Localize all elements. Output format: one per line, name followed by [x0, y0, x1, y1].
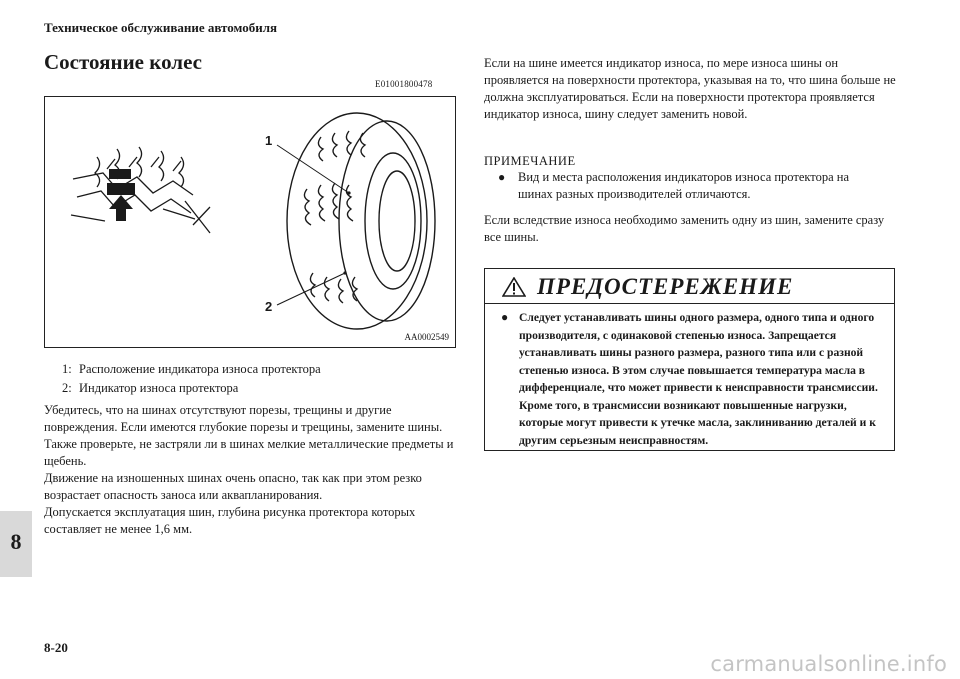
running-header: Техническое обслуживание автомобиля — [44, 20, 278, 35]
note-text: Вид и места расположения индикаторов износа протектора на шинах разных производителей отличаются. — [518, 170, 850, 201]
section-code: E01001800478 — [375, 79, 433, 89]
paragraph: Убедитесь, что на шинах отсутствуют порезы, трещины и другие повреждения. Если имеются глубокие порезы и трещины, замените шины. Также проверьте, не застряли ли в шинах мелкие металлические предметы и щебень. — [44, 403, 454, 468]
page-number: 8-20 — [44, 640, 68, 655]
right-paragraph-2: Если вследствие износа необходимо заменить одну из шин, замените сразу все шины. — [484, 213, 885, 244]
legend-item: 1: Расположение индикатора износа протектора — [62, 362, 321, 376]
tire-illustration — [45, 97, 455, 347]
tire-icon — [287, 113, 435, 329]
figure-code: AA0002549 — [404, 332, 449, 342]
left-body-text — [44, 402, 464, 538]
tire-figure — [44, 96, 456, 348]
section-title: Состояние колес — [44, 50, 202, 74]
callout-1: 1 — [265, 133, 273, 148]
warning-box — [484, 268, 895, 451]
paragraph: Допускается эксплуатация шин, глубина рисунка протектора которых составляет не менее 1,6 мм. — [44, 505, 416, 536]
bullet-icon: ● — [501, 310, 509, 324]
warning-header — [485, 269, 894, 304]
warning-title: ПРЕДОСТЕРЕЖЕНИЕ — [537, 274, 794, 299]
legend-item: 2: Индикатор износа протектора — [62, 381, 239, 395]
chapter-tab: 8 — [0, 511, 32, 577]
tread-closeup-icon — [71, 147, 210, 233]
warning-triangle-icon — [502, 277, 526, 297]
note-heading: ПРИМЕЧАНИЕ — [484, 154, 576, 168]
paragraph: Движение на изношенных шинах очень опасно, так как при этом резко возрастает опасность заноса или аквапланирования. — [44, 471, 422, 502]
right-paragraph-1: Если на шине имеется индикатор износа, по мере износа шины он проявляется на поверхности протектора, указывая на то, что шина больше не должна эксплуатироваться. Если на поверхности протектора проявляется индикатор износа, шину следует заменить новой. — [484, 56, 896, 121]
bullet-icon: ● — [498, 170, 506, 184]
callout-2: 2 — [265, 299, 273, 314]
figure-legend — [62, 360, 321, 398]
watermark: carmanualsonline.info — [710, 652, 947, 676]
warning-text: Следует устанавливать шины одного размера, одного типа и одного производителя, с одинаковой степенью износа. Запрещается устанавливать шины разного размера, разного типа или с разной степенью износа. В этом случае повышается температура масла в дифференциале, что может привести к неисправности трансмиссии. Кроме того, в трансмиссии возникают повышенные нагрузки, которые могут привести к утечке масла, заклиниванию деталей и к другим серьезным неисправностям. — [519, 311, 878, 447]
warning-body — [501, 309, 885, 449]
note-body — [500, 169, 880, 203]
